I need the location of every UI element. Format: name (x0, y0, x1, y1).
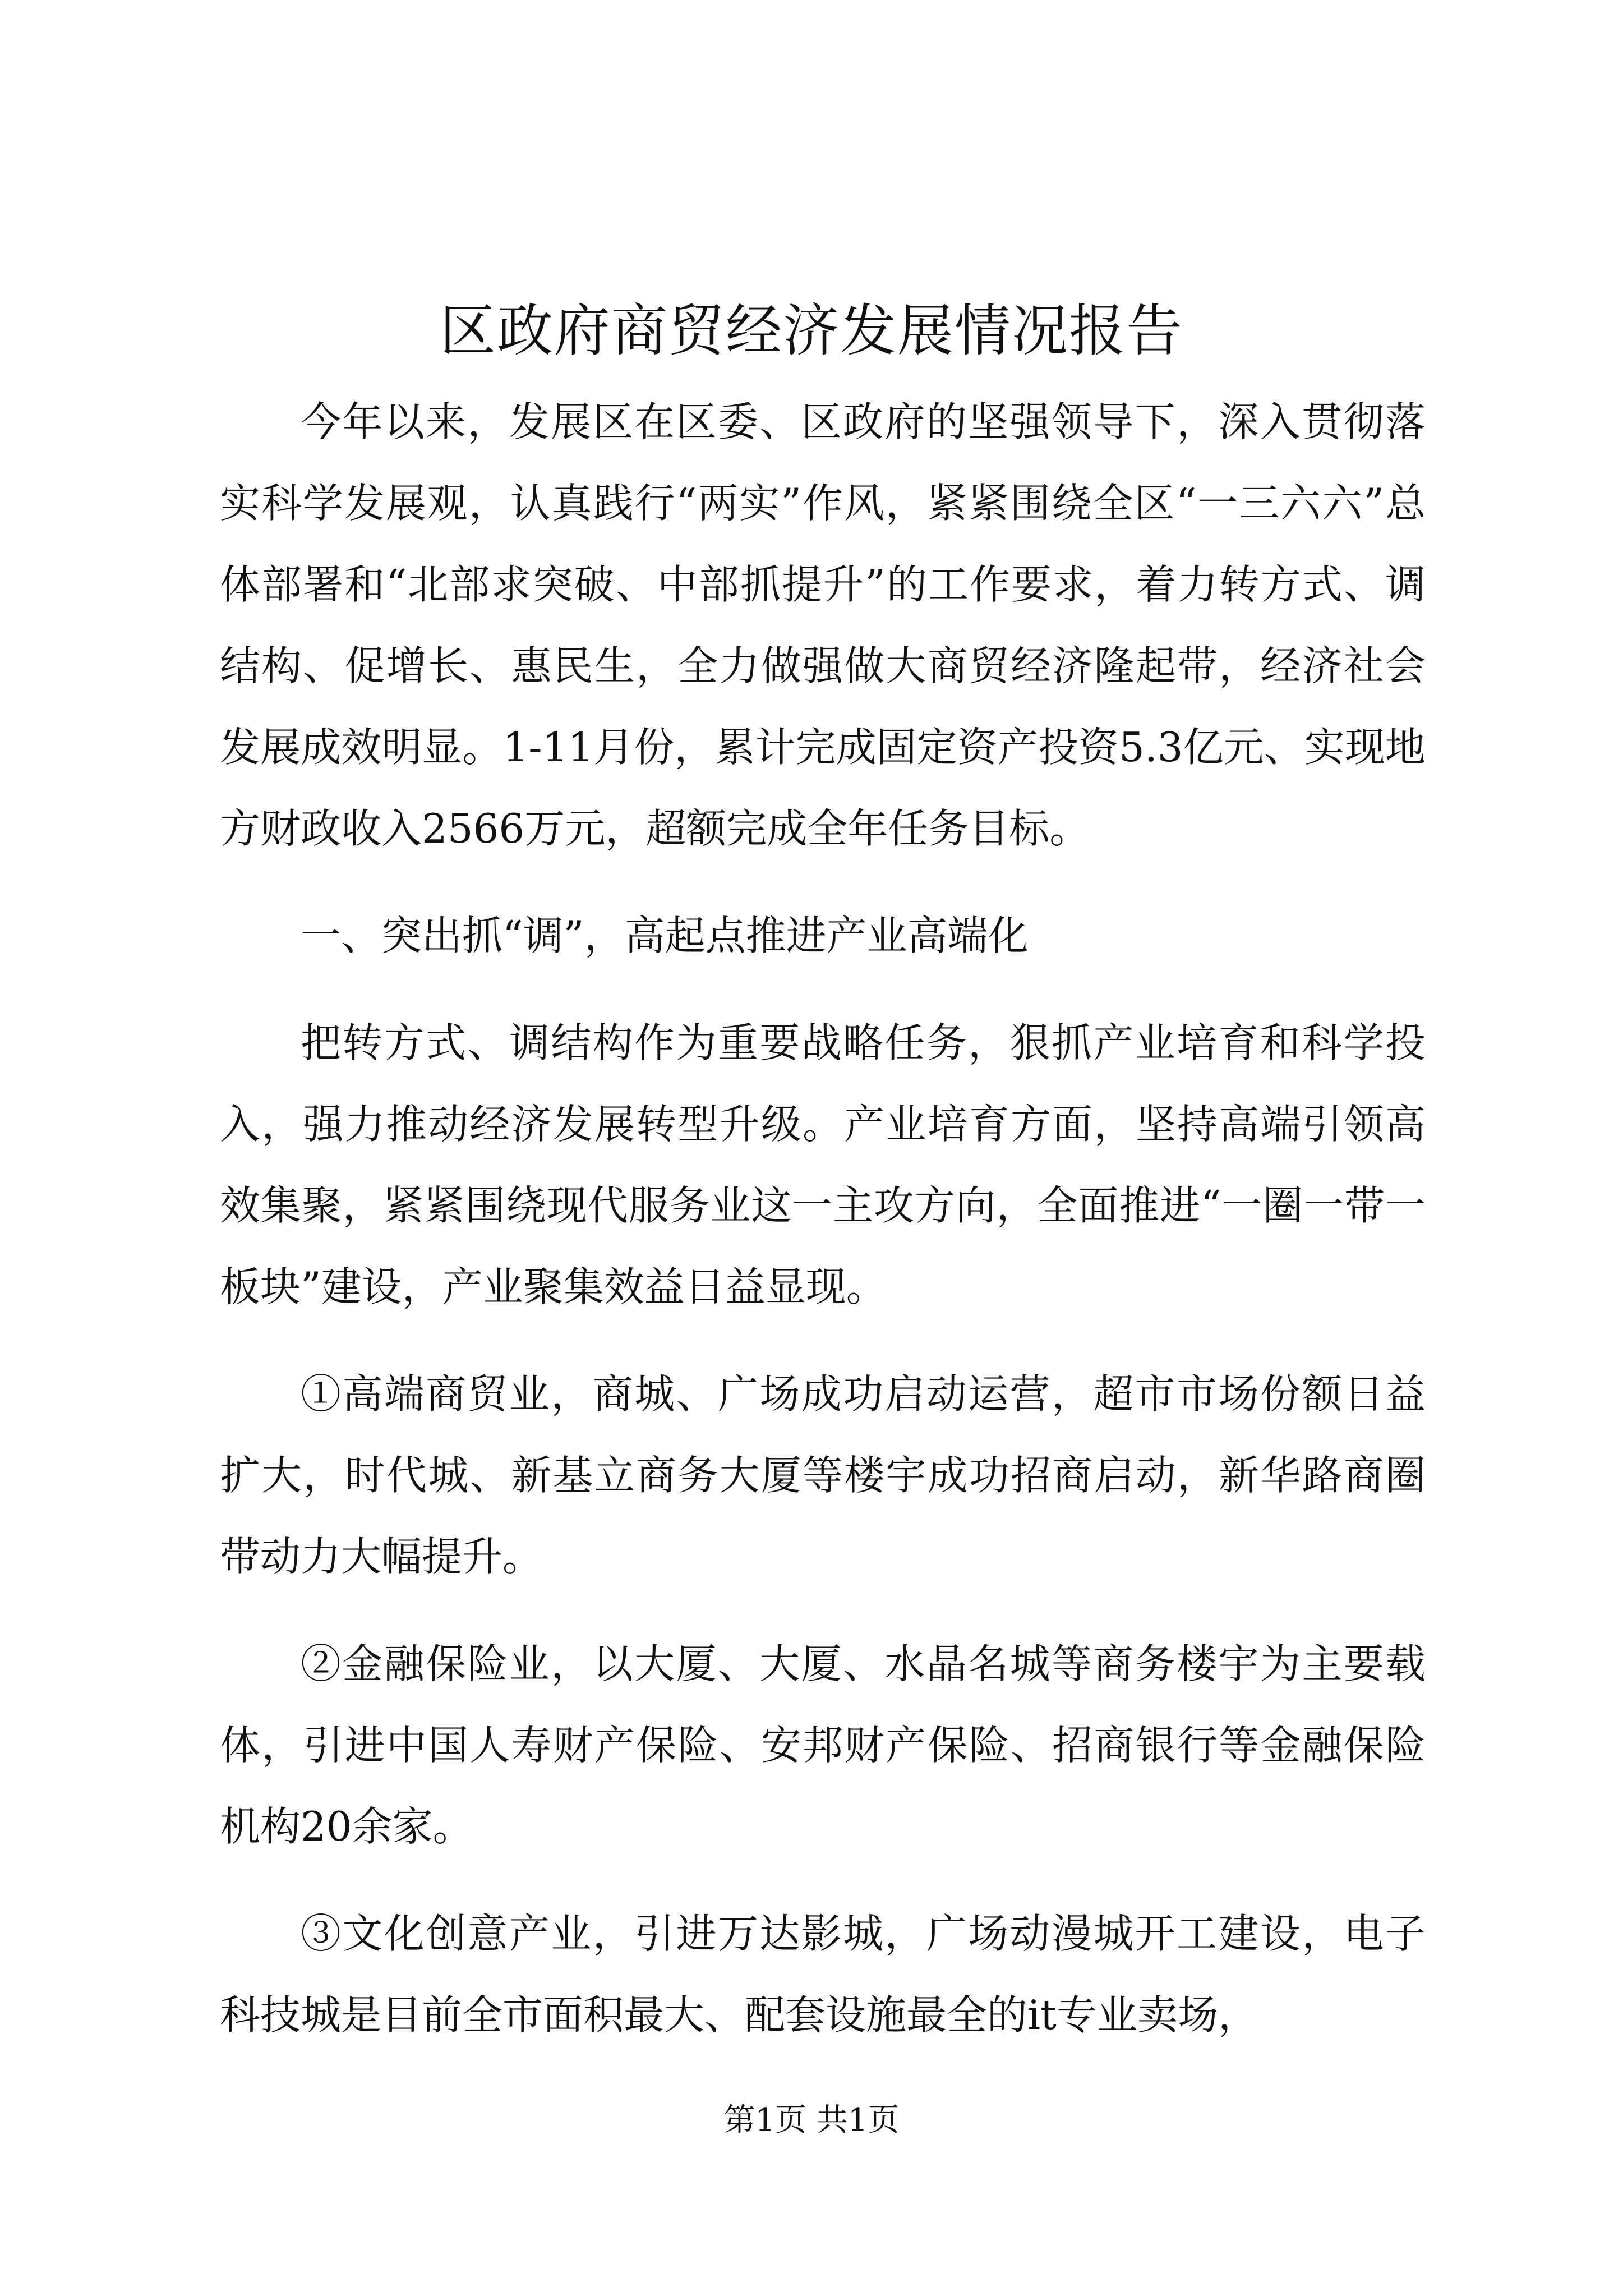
paragraph-section-1: 把转方式、调结构作为重要战略任务，狠抓产业培育和科学投入，强力推动经济发展转型升级。产业培育方面，坚持高端引领高效集聚，紧紧围绕现代服务业这一主攻方向，全面推进“一圈一带一板块”建设，产业聚集效益日益显现。 (220, 1019, 1426, 1310)
paragraph-intro: 今年以来，发展区在区委、区政府的坚强领导下，深入贯彻落实科学发展观，认真践行“两实”作风，紧紧围绕全区“一三六六”总体部署和“北部求突破、中部抓提升”的工作要求，着力转方式、调结构、促增长、惠民生，全力做强做大商贸经济隆起带，经济社会发展成效明显。1-11月份，累计完成固定资产投资5.3亿元、实现地方财政收入2566万元，超额完成全年任务目标。 (220, 398, 1426, 852)
page-footer: 第1页 共1页 (723, 2102, 900, 2138)
paragraph-item-2: ②金融保险业，以大厦、大厦、水晶名城等商务楼宇为主要载体，引进中国人寿财产保险、安邦财产保险、招商银行等金融保险机构20余家。 (220, 1640, 1426, 1850)
section-heading-1: 一、突出抓“调”，高起点推进产业高端化 (301, 912, 1029, 959)
document-title: 区政府商贸经济发展情况报告 (440, 298, 1183, 364)
paragraph-item-3: ③文化创意产业，引进万达影城，广场动漫城开工建设，电子科技城是目前全市面积最大、配套设施最全的it专业卖场， (220, 1910, 1426, 2039)
paragraph-item-1: ①高端商贸业，商城、广场成功启动运营，超市市场份额日益扩大，时代城、新基立商务大厦等楼宇成功招商启动，新华路商圈带动力大幅提升。 (220, 1370, 1426, 1580)
document-body (220, 381, 1426, 2082)
